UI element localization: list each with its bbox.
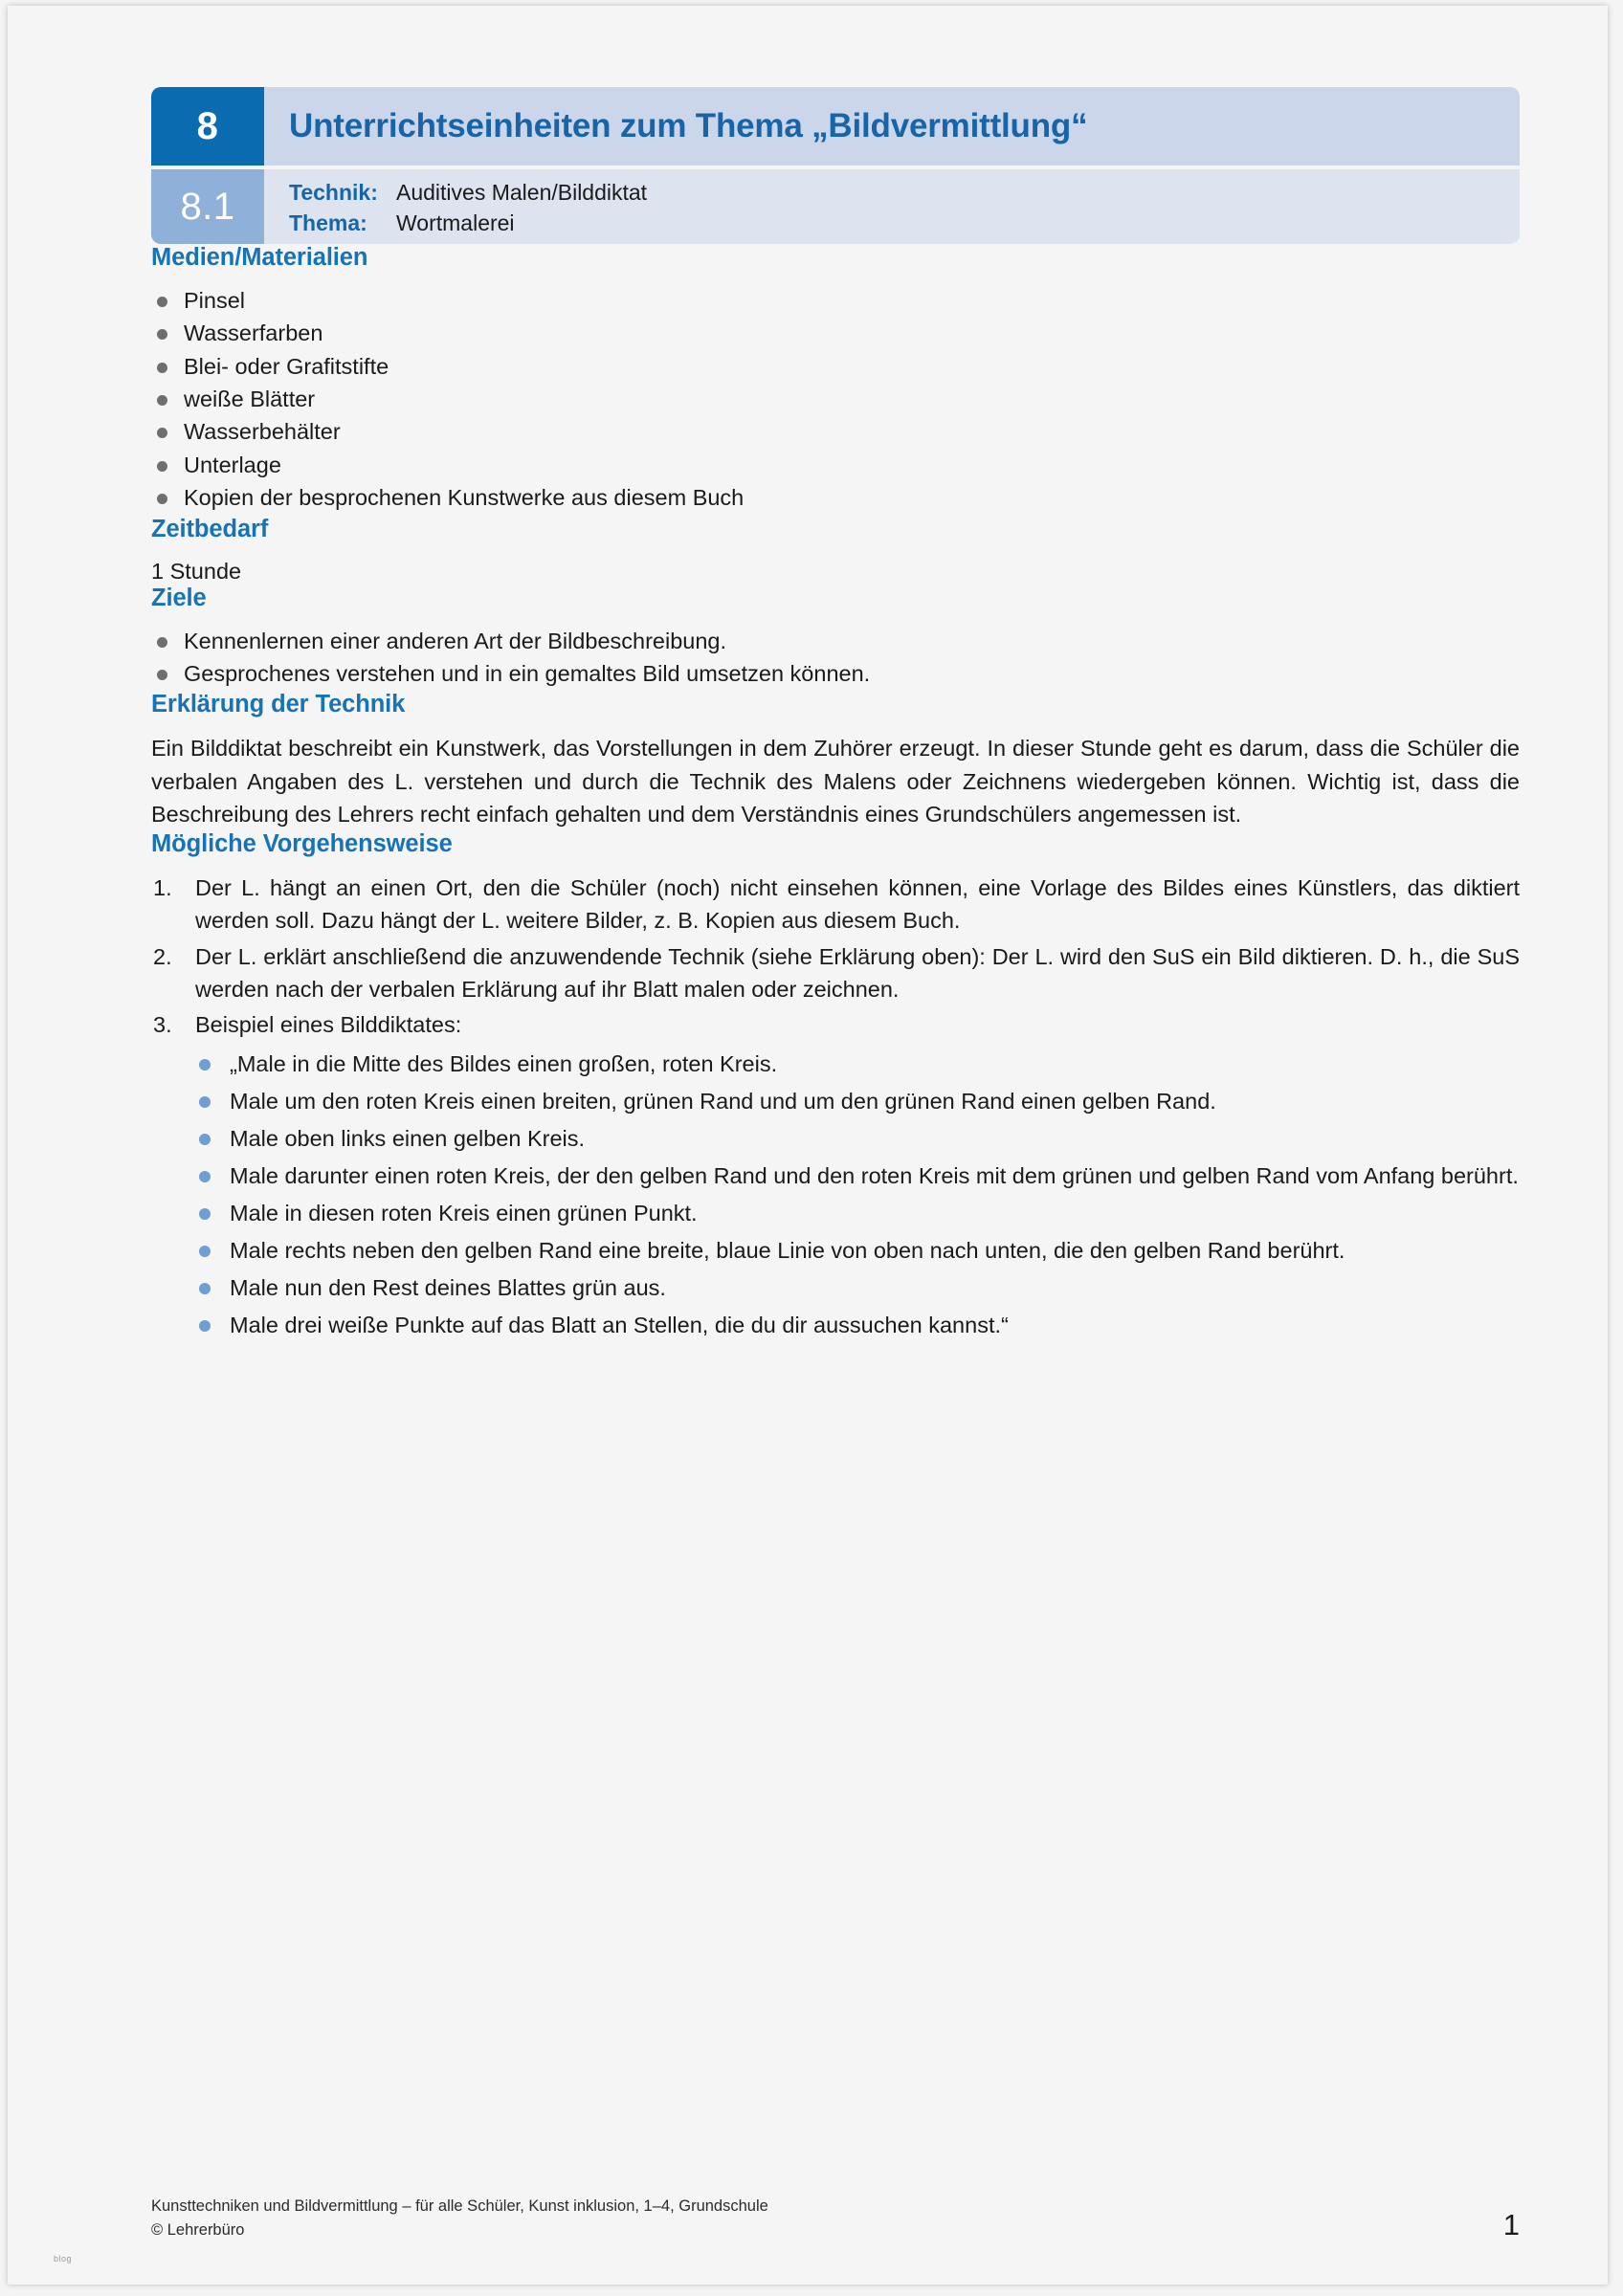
list-item: „Male in die Mitte des Bildes einen großen, roten Kreis. — [195, 1048, 1520, 1080]
heading-erklaerung-der-technik: Erklärung der Technik — [151, 691, 406, 718]
list-item: Kopien der besprochenen Kunstwerke aus diesem Buch — [151, 482, 1520, 514]
technik-row — [289, 178, 1520, 209]
page-footer — [151, 2195, 1520, 2242]
thema-label: Thema: — [289, 210, 367, 235]
technik-label: Technik: — [289, 180, 378, 205]
list-item: Pinsel — [151, 285, 1520, 317]
chapter-title: Unterrichtseinheiten zum Thema „Bildvermittlung“ — [289, 107, 1088, 144]
heading-medien-materialien: Medien/Materialien — [151, 244, 368, 271]
list-item: Male in diesen roten Kreis einen grünen Punkt. — [195, 1197, 1520, 1229]
list-item: Wasserbehälter — [151, 416, 1520, 448]
bilddiktat-list — [195, 1048, 1520, 1342]
step-text: Der L. hängt an einen Ort, den die Schüler (noch) nicht einsehen können, eine Vorlage des Bildes eines Künstlers, das diktiert werden soll. Dazu hängt der L. weitere Bilder, z. B. Kopien aus diesem Buch. — [195, 875, 1520, 934]
numbered-step — [151, 872, 1520, 938]
chapter-title-bar — [264, 87, 1520, 166]
list-item: Blei- oder Grafitstifte — [151, 351, 1520, 383]
numbered-step — [151, 1008, 1520, 1341]
list-item: Male um den roten Kreis einen breiten, grünen Rand und um den grünen Rand einen gelben Rand. — [195, 1085, 1520, 1117]
list-item: Male oben links einen gelben Kreis. — [195, 1122, 1520, 1155]
list-item: Male rechts neben den gelben Rand eine breite, blaue Linie von oben nach unten, die den gelben Rand berührt. — [195, 1234, 1520, 1267]
heading-moegliche-vorgehensweise: Mögliche Vorgehensweise — [151, 830, 453, 858]
erklaerung-paragraph: Ein Bilddiktat beschreibt ein Kunstwerk, das Vorstellungen in dem Zuhörer erzeugt. In dieser Stunde geht es darum, dass die Schüler die verbalen Angaben des L. verstehen und durch die Technik des Malens oder Zeichnens wiedergeben können. Wichtig ist, dass die Beschreibung des Lehrers recht einfach gehalten und dem Verständnis eines Grundschülers angemessen ist. — [151, 736, 1520, 827]
list-item: Gesprochenes verstehen und in ein gemaltes Bild umsetzen können. — [151, 658, 1520, 690]
chapter-number-badge — [151, 87, 264, 166]
paper-sheet — [8, 6, 1608, 2285]
footer-line-1: Kunsttechniken und Bildvermittlung – für alle Schüler, Kunst inklusion, 1–4, Grundschule — [151, 2197, 768, 2215]
list-item: Male nun den Rest deines Blattes grün aus. — [195, 1271, 1520, 1304]
footer-line-2: © Lehrerbüro — [151, 2220, 245, 2239]
page-number: 1 — [1502, 2207, 1520, 2241]
section-number-badge — [151, 169, 264, 244]
thema-row — [289, 209, 1520, 239]
section-number: 8.1 — [180, 185, 235, 228]
list-item: Male darunter einen roten Kreis, der den gelben Rand und den roten Kreis mit dem grünen und gelben Rand vom Anfang berührt. — [195, 1159, 1520, 1192]
chapter-number: 8 — [196, 104, 219, 147]
step-text: Der L. erklärt anschließend die anzuwendende Technik (siehe Erklärung oben): Der L. wird den SuS ein Bild diktieren. D. h., die SuS werden nach der verbalen Erklärung auf ihr Blatt malen oder zeichnen. — [195, 943, 1520, 1003]
technik-value: Auditives Malen/Bilddiktat — [396, 180, 648, 205]
thema-value: Wortmalerei — [396, 210, 515, 235]
list-item: Wasserfarben — [151, 318, 1520, 349]
list-item: Kennenlernen einer anderen Art der Bildbeschreibung. — [151, 626, 1520, 657]
watermark-text: blog — [54, 2254, 73, 2263]
zeitbedarf-value: 1 Stunde — [151, 558, 242, 584]
document-content — [151, 87, 1520, 1346]
heading-zeitbedarf: Zeitbedarf — [151, 515, 269, 542]
heading-ziele: Ziele — [151, 584, 207, 611]
chapter-header — [151, 87, 1520, 166]
numbered-step — [151, 940, 1520, 1006]
section-header — [151, 169, 1520, 244]
section-meta-bar — [264, 169, 1520, 244]
list-item: Unterlage — [151, 450, 1520, 481]
medien-list — [151, 285, 1520, 515]
footer-source — [151, 2195, 768, 2242]
list-item: weiße Blätter — [151, 384, 1520, 415]
vorgehensweise-steps — [151, 872, 1520, 1341]
step-text: Beispiel eines Bilddiktates: — [195, 1012, 462, 1038]
list-item: Male drei weiße Punkte auf das Blatt an Stellen, die du dir aussuchen kannst.“ — [195, 1309, 1520, 1341]
ziele-list — [151, 626, 1520, 691]
